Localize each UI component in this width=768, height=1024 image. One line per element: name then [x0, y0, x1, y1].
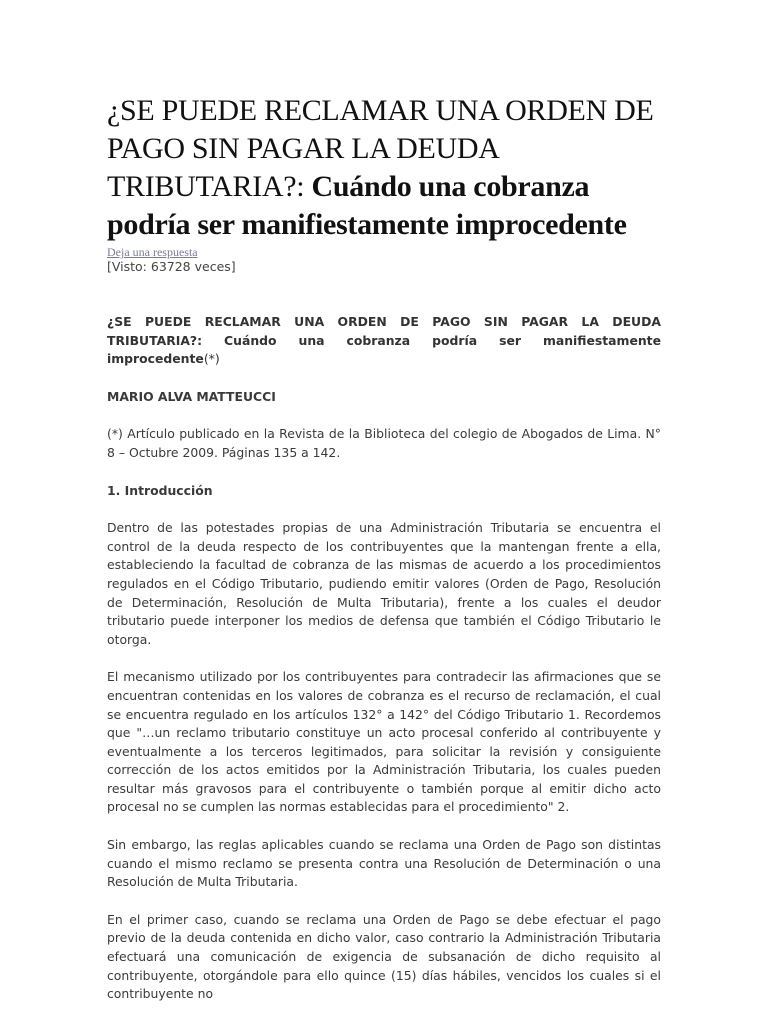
- paragraph: En el primer caso, cuando se reclama una Orden de Pago se debe efectuar el pago previo de la deuda contenida en dicho valor, caso contrario la Administración Tributaria efectuará una comunicación de exigencia de subsanación de dicho requisito al contribuyente, otorgándole para ello quince (15) días hábiles, vencidos los cuales si el contribuyente no: [107, 911, 661, 1002]
- article-body: [107, 313, 661, 1004]
- section-heading: 1. Introducción: [107, 482, 213, 498]
- paragraph: Sin embargo, las reglas aplicables cuando se reclama una Orden de Pago son distintas cuando el mismo reclamo se presenta contra una Resolución de Determinación o una Resolución de Multa Tributaria.: [107, 837, 661, 890]
- publication-note: (*) Artículo publicado en la Revista de la Biblioteca del colegio de Abogados de Lima. N° 8 – Octubre 2009. Páginas 135 a 142.: [107, 426, 661, 460]
- leave-reply-link[interactable]: Deja una respuesta: [107, 245, 198, 259]
- article-title-upper: ¿SE PUEDE RECLAMAR UNA ORDEN DE PAGO SIN PAGAR LA DEUDA TRIBUTARIA?:: [107, 94, 654, 203]
- article-title: [107, 0, 661, 244]
- view-count: [Visto: 63728 veces]: [107, 259, 236, 274]
- article-subtitle: [107, 313, 661, 369]
- article-subtitle-text: ¿SE PUEDE RECLAMAR UNA ORDEN DE PAGO SIN PAGAR LA DEUDA TRIBUTARIA?: Cuándo una cobranza podría ser manifiestamente improcedente: [107, 314, 661, 367]
- paragraph: El mecanismo utilizado por los contribuyentes para contradecir las afirmaciones que se encuentran contenidas en los valores de cobranza es el recurso de reclamación, el cual se encuentra regulado en los artículos 132° a 142° del Código Tributario 1. Recordemos que "…un reclamo tributario constituye un acto procesal conferido al contribuyente y eventualmente a los terceros legitimados, para solicitar la revisión y consiguiente corrección de los actos emitidos por la Administración Tributaria, los cuales pueden resultar más gravosos para el contribuyente o también porque al emitir dicho acto procesal no se cumplen las normas establecidas para el procedimiento" 2.: [107, 669, 661, 815]
- article-title-rest: Cuándo una cobranza podría ser manifiestamente improcedente: [107, 170, 627, 241]
- paragraph: Dentro de las potestades propias de una Administración Tributaria se encuentra el control de la deuda respecto de los contribuyentes que la mantengan frente a ella, estableciendo la facultad de cobranza de las mismas de acuerdo a los procedimientos regulados en el Código Tributario, pudiendo emitir valores (Orden de Pago, Resolución de Determinación, Resolución de Multa Tributaria), frente a los cuales el deudor tributario puede interponer los medios de defensa que también el Código Tributario le otorga.: [107, 520, 661, 647]
- author-name: MARIO ALVA MATTEUCCI: [107, 388, 276, 404]
- footnote-mark: (*): [203, 351, 220, 367]
